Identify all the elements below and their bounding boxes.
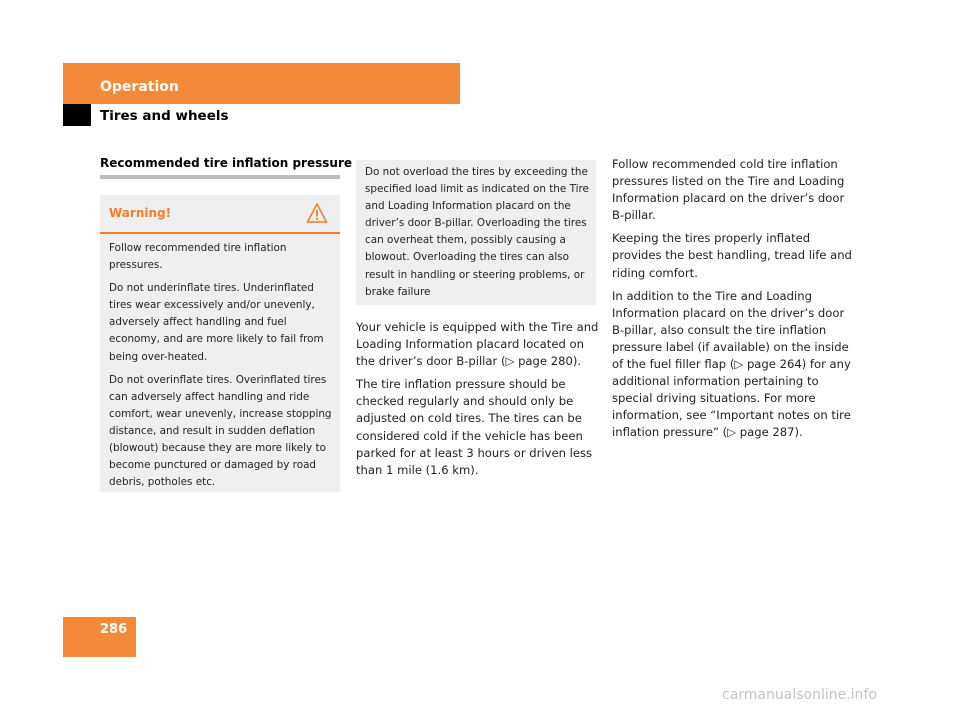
body-paragraph: The tire inflation pressure should be checked regularly and should only be adjusted on cold tires. The tires can be considered cold if the vehicle has been parked for at least 3 hours or driven less than 1 mile (1.6 km).	[356, 377, 593, 477]
warning-divider	[100, 232, 340, 234]
section-title: Operation	[100, 79, 179, 95]
section-heading: Recommended tire inflation pressure	[100, 156, 352, 170]
warning-text	[109, 240, 337, 497]
body-paragraph: Follow recommended cold tire inflation pressures listed on the Tire and Loading Information placard on the driver’s door B-pillar.	[612, 157, 845, 223]
subsection-title: Tires and wheels	[100, 108, 229, 124]
header-marker	[63, 104, 91, 126]
watermark: carmanualsonline.info	[722, 687, 877, 703]
body-paragraph: In addition to the Tire and Loading Information placard on the driver’s door B-pillar, also consult the tire inflation pressure label (if available) on the inside of the fuel filler flap (▷ page 264) for any additional information pertaining to special driving situations. For more information, see “Important notes on tire inflation pressure” (▷ page 287).	[612, 288, 851, 440]
warning-label: Warning!	[109, 206, 172, 220]
note-text: Do not overload the tires by exceeding the specified load limit as indicated on the Tire and Loading Information placard on the driver’s door B-pillar. Overloading the tires can overheat them, possibly causing a blowout. Overloading the tires can also result in handling or steering problems, or brake failure	[365, 166, 589, 298]
body-paragraph: Your vehicle is equipped with the Tire and Loading Information placard located on the driver’s door B-pillar (▷ page 280).	[356, 320, 599, 369]
page-number: 286	[100, 622, 128, 637]
warning-paragraph: Do not underinflate tires. Underinflated tires wear excessively and/or unevenly, adversely affect handling and fuel economy, and are more likely to fail from being over-heated.	[109, 282, 324, 363]
heading-divider	[100, 175, 340, 179]
column-2-body	[356, 319, 601, 485]
warning-paragraph: Do not overinflate tires. Overinflated tires can adversely affect handling and ride comfort, wear unevenly, increase stopping distance, and result in sudden deflation (blowout) because they are more likely to become punctured or damaged by road debris, potholes etc.	[109, 373, 332, 489]
body-paragraph: Keeping the tires properly inflated provides the best handling, tread life and riding comfort.	[612, 231, 852, 280]
warning-paragraph: Follow recommended tire inflation pressures.	[109, 242, 287, 272]
warning-triangle-icon	[306, 202, 328, 224]
column-3-body	[612, 156, 860, 448]
